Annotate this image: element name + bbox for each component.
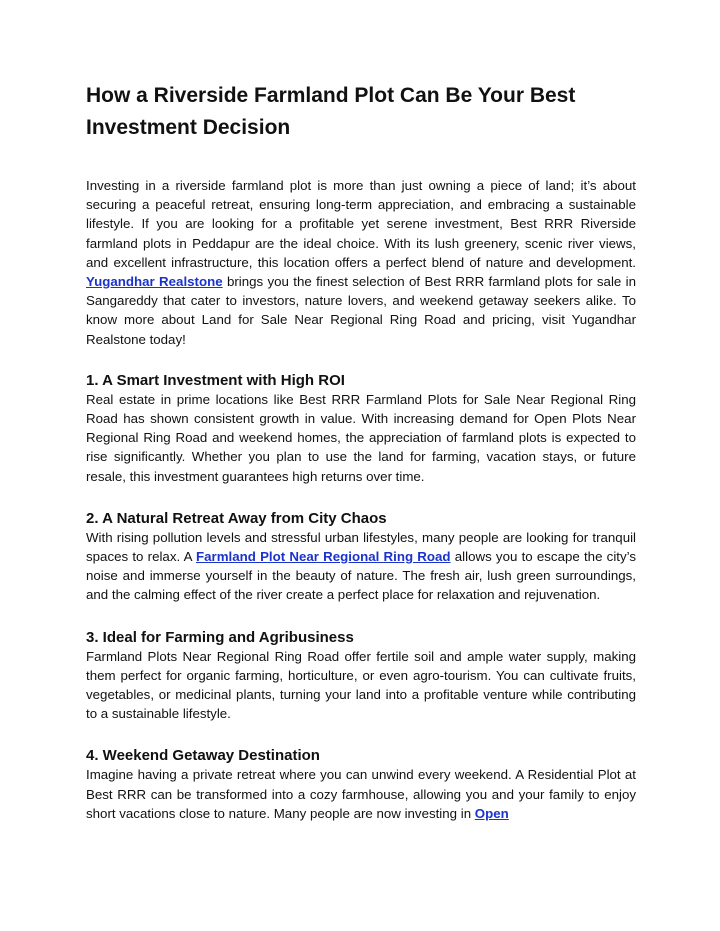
open-plots-link[interactable]: Open [474,805,509,821]
section-farming-agribusiness [86,628,636,724]
section-heading: 4. Weekend Getaway Destination [86,747,320,765]
yugandhar-realstone-link[interactable]: Yugandhar Realstone [86,274,223,290]
intro-text-1: Investing in a riverside farmland plot is more than just owning a piece of land; it’s about securing a peaceful retreat, ensuring long-term appreciation, and embracing a sustainable lifestyle. If you are looking for a profitable yet serene investment, Best RRR Riverside farmland plots in Peddapur are the ideal choice. With its lush greenery, scenic river views, and excellent infrastructure, this location offers a perfect blend of nature and development. [86,178,636,270]
section-heading: 2. A Natural Retreat Away from City Chaos [86,509,387,527]
section-paragraph [86,528,636,605]
section-paragraph [86,647,636,724]
document-page [86,80,636,846]
section-text: Imagine having a private retreat where you can unwind every weekend. A Residential Plot at Best RRR can be transformed into a cozy farmhouse, allowing you and your family to enjoy short vacations close to nature. Many people are now investing in [86,767,636,821]
section-heading: 3. Ideal for Farming and Agribusiness [86,628,354,646]
section-natural-retreat [86,509,636,605]
section-text: Real estate in prime locations like Best RRR Farmland Plots for Sale Near Regional Ring Road has shown consistent growth in value. With increasing demand for Open Plots Near Regional Ring Road and weekend homes, the appreciation of farmland plots is expected to rise significantly. Whether you plan to use the land for farming, vacation stays, or future resale, this investment guarantees high returns over time. [86,391,636,484]
section-weekend-getaway [86,746,636,823]
intro-text-2: brings you the finest selection of Best RRR farmland plots for sale in Sangareddy that cater to investors, nature lovers, and weekend getaway seekers alike. To know more about Land for Sale Near Regional Ring Road and pricing, visit Yugandhar Realstone today! [86,274,636,347]
section-text-2: allows you to escape the city’s noise and immerse yourself in the beauty of nature. The fresh air, lush green surroundings, and the calming effect of the river create a perfect place for relaxation and rejuvenation. [86,549,636,603]
section-smart-investment [86,371,636,486]
section-text-1: With rising pollution levels and stressful urban lifestyles, many people are looking for tranquil spaces to relax. A [86,529,636,565]
section-paragraph [86,765,636,823]
document-title: How a Riverside Farmland Plot Can Be Your Best Investment Decision [86,84,576,139]
farmland-plot-link[interactable]: Farmland Plot Near Regional Ring Road [196,549,451,565]
section-heading: 1. A Smart Investment with High ROI [86,371,345,389]
intro-paragraph [86,176,636,349]
section-paragraph [86,390,636,486]
section-text: Farmland Plots Near Regional Ring Road offer fertile soil and ample water supply, making them perfect for organic farming, horticulture, or even agro-tourism. You can cultivate fruits, vegetables, or medicinal plants, turning your land into a profitable venture while contributing to a sustainable lifestyle. [86,648,636,722]
